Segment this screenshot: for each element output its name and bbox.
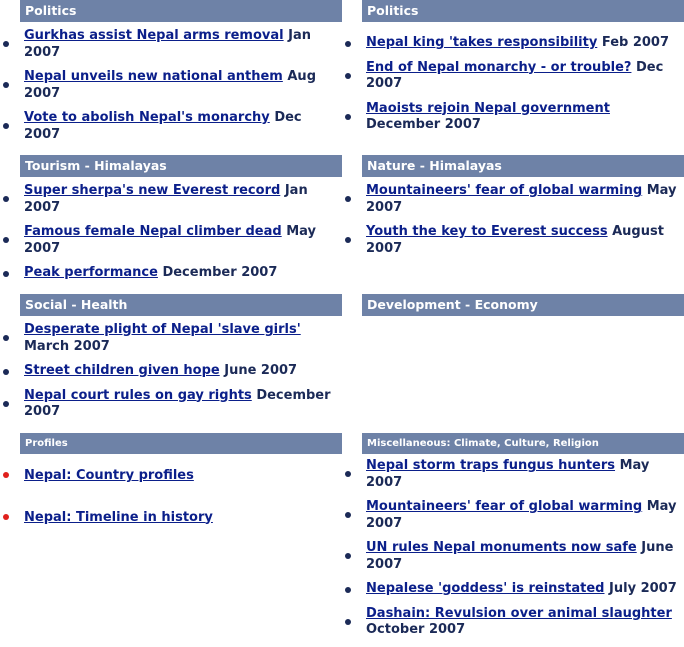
- article-date: Dec 2007: [24, 110, 302, 142]
- section-header: Miscellaneous: Climate, Culture, Religion: [362, 433, 684, 454]
- article-link[interactable]: Mountaineers' fear of global warming: [366, 499, 643, 514]
- list-item: [20, 265, 342, 282]
- list-item: [362, 35, 684, 52]
- list-item: [362, 458, 684, 491]
- article-date: December 2007: [162, 265, 278, 280]
- article-date: June 2007: [224, 363, 298, 378]
- list-item: [362, 581, 684, 598]
- article-link[interactable]: UN rules Nepal monuments now safe: [366, 540, 637, 555]
- profile-link[interactable]: Nepal: Timeline in history: [24, 509, 213, 525]
- bullet-icon: [3, 237, 9, 243]
- section-header: Nature - Himalayas: [362, 155, 684, 177]
- bullet-icon: [345, 196, 351, 202]
- list-item: [20, 110, 342, 143]
- article-link[interactable]: Nepal unveils new national anthem: [24, 69, 283, 84]
- article-link[interactable]: Gurkhas assist Nepal arms removal: [24, 28, 284, 43]
- article-link[interactable]: Dashain: Revulsion over animal slaughter: [366, 605, 672, 621]
- article-date: May 2007: [24, 224, 316, 256]
- bullet-icon: [3, 369, 9, 375]
- article-date: March 2007: [24, 338, 110, 354]
- article-date: Dec 2007: [366, 59, 664, 91]
- article-link[interactable]: Youth the key to Everest success: [366, 224, 608, 239]
- article-link[interactable]: Super sherpa's new Everest record: [24, 183, 281, 198]
- article-date: Jan 2007: [24, 28, 312, 60]
- article-date: December 2007: [366, 117, 481, 132]
- article-date: December 2007: [24, 387, 331, 419]
- bullet-icon: [345, 114, 351, 120]
- bullet-icon: [345, 73, 351, 79]
- bullet-icon: [3, 271, 9, 277]
- list-item: [20, 69, 342, 102]
- section-politics-right: [362, 0, 684, 142]
- article-link[interactable]: Famous female Nepal climber dead: [24, 224, 282, 239]
- article-link[interactable]: End of Nepal monarchy - or trouble?: [366, 59, 632, 75]
- section-nature: [362, 155, 684, 265]
- list-item: [20, 468, 342, 485]
- section-politics-left: [20, 0, 342, 151]
- bullet-icon: [345, 237, 351, 243]
- article-date: August 2007: [366, 224, 664, 256]
- list-item: [20, 388, 342, 421]
- article-date: June 2007: [366, 540, 674, 572]
- article-date: July 2007: [609, 581, 677, 596]
- article-date: May 2007: [366, 499, 677, 531]
- bullet-icon: [345, 619, 351, 625]
- section-development: [362, 294, 684, 316]
- section-misc: [362, 433, 684, 647]
- section-header: Development - Economy: [362, 294, 684, 316]
- article-date: October 2007: [366, 622, 466, 637]
- bullet-icon: [3, 401, 9, 407]
- article-link[interactable]: Nepalese 'goddess' is reinstated: [366, 581, 605, 596]
- section-header: Politics: [362, 0, 684, 22]
- article-date: Jan 2007: [24, 183, 308, 215]
- list-item: [20, 363, 342, 380]
- list-item: [20, 322, 342, 355]
- list-item: [20, 510, 342, 527]
- bullet-icon: [345, 553, 351, 559]
- article-link[interactable]: Nepal court rules on gay rights: [24, 387, 252, 403]
- section-social-health: [20, 294, 342, 429]
- section-header: Politics: [20, 0, 342, 22]
- list-item: [362, 540, 684, 573]
- bullet-icon: [345, 471, 351, 477]
- section-tourism: [20, 155, 342, 290]
- list-item: [20, 224, 342, 257]
- red-bullet-icon: [3, 472, 9, 478]
- section-header: Social - Health: [20, 294, 342, 316]
- article-link[interactable]: Mountaineers' fear of global warming: [366, 183, 643, 198]
- section-header: Tourism - Himalayas: [20, 155, 342, 177]
- list-item: [362, 183, 684, 216]
- bullet-icon: [3, 335, 9, 341]
- red-bullet-icon: [3, 514, 9, 520]
- article-date: May 2007: [366, 183, 677, 215]
- article-date: Feb 2007: [601, 35, 670, 50]
- profile-link[interactable]: Nepal: Country profiles: [24, 468, 194, 483]
- list-item: [20, 28, 342, 61]
- article-link[interactable]: Desperate plight of Nepal 'slave girls': [24, 322, 301, 337]
- article-link[interactable]: Vote to abolish Nepal's monarchy: [24, 110, 270, 125]
- bullet-icon: [3, 196, 9, 202]
- article-date: Aug 2007: [24, 69, 316, 101]
- article-link[interactable]: Peak performance: [24, 265, 158, 280]
- section-profiles: [20, 433, 342, 534]
- section-header: Profiles: [20, 433, 342, 454]
- bullet-icon: [3, 41, 9, 47]
- list-item: [20, 183, 342, 216]
- bullet-icon: [345, 41, 351, 47]
- article-link[interactable]: Nepal storm traps fungus hunters: [366, 458, 616, 473]
- bullet-icon: [3, 123, 9, 129]
- bullet-icon: [345, 587, 351, 593]
- list-item: [362, 499, 684, 532]
- list-item: [362, 606, 684, 639]
- article-link[interactable]: Nepal king 'takes responsibility: [366, 35, 598, 50]
- article-link[interactable]: Street children given hope: [24, 363, 220, 378]
- list-item: [362, 224, 684, 257]
- article-date: May 2007: [366, 458, 650, 490]
- bullet-icon: [3, 82, 9, 88]
- list-item: [362, 101, 684, 134]
- article-link[interactable]: Maoists rejoin Nepal government: [366, 100, 610, 116]
- list-item: [362, 60, 684, 93]
- bullet-icon: [345, 512, 351, 518]
